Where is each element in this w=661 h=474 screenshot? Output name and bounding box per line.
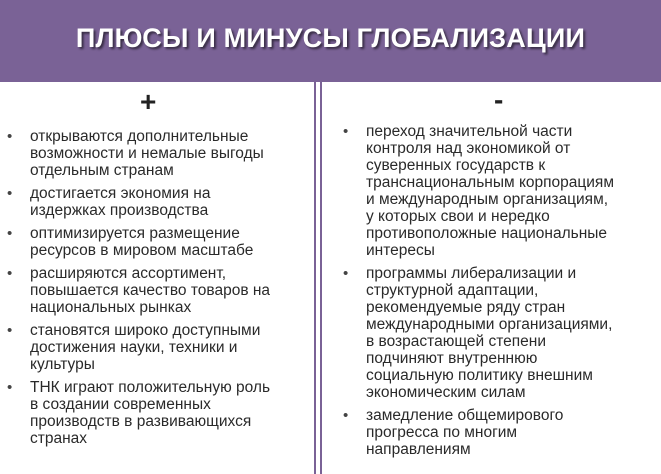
pros-heading: + (140, 86, 157, 117)
list-item (2, 265, 308, 316)
list-item-line: суверенных государств к (366, 157, 546, 174)
list-item-line: издержках производства (30, 202, 209, 219)
list-item-line: транснациональным корпорациям (366, 174, 614, 191)
bullet-icon: • (7, 265, 13, 282)
bullet-icon: • (7, 185, 13, 202)
bullet-icon: • (343, 265, 349, 282)
page-title: ПЛЮСЫ И МИНУСЫ ГЛОБАЛИЗАЦИИ (75, 23, 586, 53)
list-item-line: подчиняют внутреннюю (366, 350, 538, 367)
list-item-line: отдельным странам (30, 162, 174, 179)
list-item (338, 265, 661, 401)
list-item-line: открываются дополнительные (30, 128, 249, 145)
list-item-line: странах (30, 430, 88, 447)
cons-heading: - (494, 84, 504, 115)
list-item-line: у которых свои и нередко (366, 208, 550, 225)
list-item-line: ресурсов в мировом масштабе (30, 242, 254, 259)
list-item-line: контроля над экономикой от (366, 140, 571, 157)
pros-list (2, 128, 308, 453)
list-item-line: в возрастающей степени (366, 333, 547, 350)
list-item (2, 379, 308, 447)
column-divider (314, 82, 322, 474)
list-item-line: социальную политику внешним (366, 367, 593, 384)
list-item (2, 225, 308, 259)
bullet-icon: • (343, 407, 349, 424)
list-item-line: национальных рынках (30, 299, 192, 316)
bullet-icon: • (7, 322, 13, 339)
list-item-line: интересы (366, 242, 435, 259)
list-item (2, 185, 308, 219)
list-item-line: прогресса по многим (366, 424, 518, 441)
list-item-line: становятся широко доступными (30, 322, 261, 339)
list-item (2, 128, 308, 179)
list-item-line: достижения науки, техники и (30, 339, 238, 356)
list-item-line: рекомендуемые ряду стран (366, 299, 566, 316)
bullet-icon: • (7, 225, 13, 242)
title-banner (0, 0, 661, 82)
list-item-line: ТНК играют положительную роль (30, 379, 271, 396)
list-item (338, 123, 661, 259)
list-item-line: переход значительной части (366, 123, 573, 140)
list-item-line: расширяются ассортимент, (30, 265, 227, 282)
list-item (338, 407, 661, 458)
list-item-line: экономическим силам (366, 384, 526, 401)
list-item-line: международными организациями, (366, 316, 613, 333)
list-item (2, 322, 308, 373)
list-item-line: в создании современных (30, 396, 211, 413)
list-item-line: противоположные национальные (366, 225, 608, 242)
list-item-line: повышается качество товаров на (30, 282, 271, 299)
list-item-line: достигается экономия на (30, 185, 211, 202)
list-item-line: и международным организациям, (366, 191, 609, 208)
list-item-line: структурной адаптации, (366, 282, 539, 299)
list-item-line: оптимизируется размещение (30, 225, 240, 242)
bullet-icon: • (7, 128, 13, 145)
list-item-line: возможности и немалые выгоды (30, 145, 264, 162)
cons-list (338, 123, 661, 464)
bullet-icon: • (7, 379, 13, 396)
bullet-icon: • (343, 123, 349, 140)
list-item-line: замедление общемирового (366, 407, 564, 424)
list-item-line: культуры (30, 356, 95, 373)
list-item-line: производств в развивающихся (30, 413, 252, 430)
list-item-line: программы либерализации и (366, 265, 577, 282)
list-item-line: направлениям (366, 441, 471, 458)
